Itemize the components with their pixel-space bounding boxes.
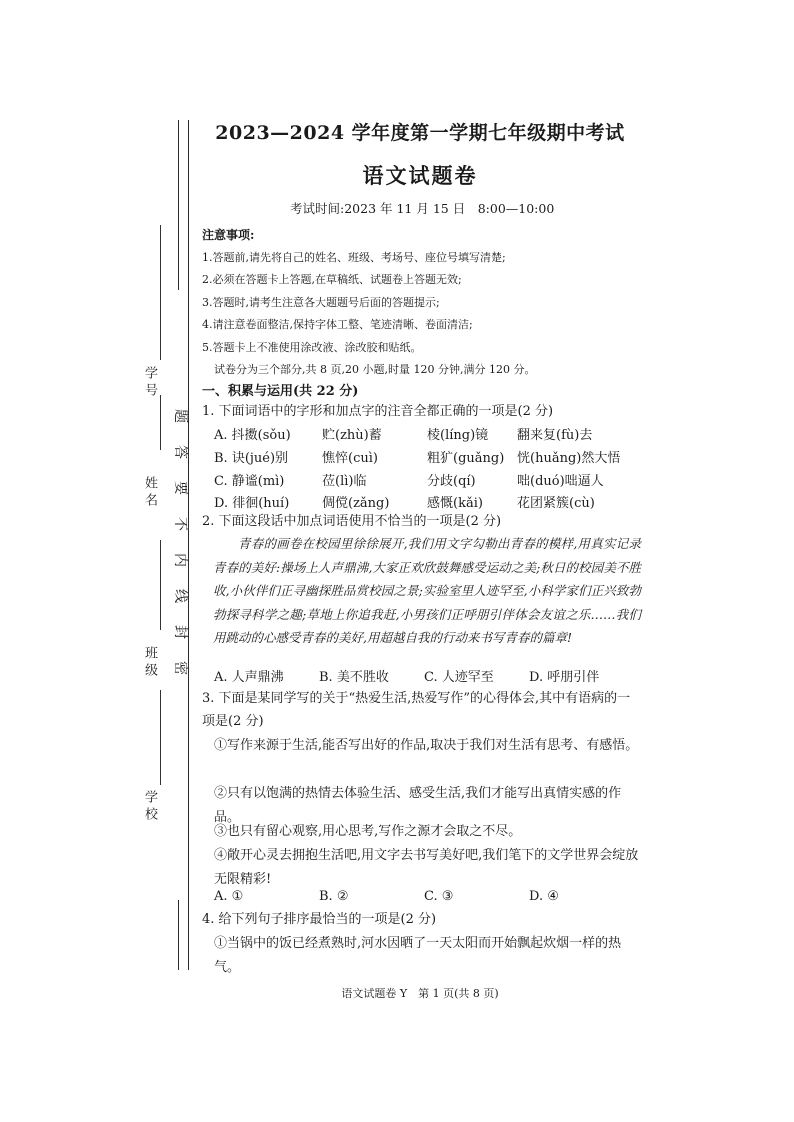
exam-subtitle: 语文试题卷 (362, 163, 478, 188)
option-word: 恍(huǎng)然大悟 (517, 450, 621, 466)
question-3-sentence: ③也只有留心观察,用心思考,写作之源才会取之不尽。 (214, 824, 522, 839)
exam-title: 2023—2024 学年度第一学期七年级期中考试 (215, 122, 625, 144)
seal-line-notice (168, 398, 192, 686)
option-word: 感慨(kǎi) (427, 496, 483, 512)
option: D. 呼朋引伴 (529, 670, 600, 685)
seal-char: 答 (172, 445, 188, 459)
option: B. ② (319, 889, 349, 904)
option-word: 咄(duó)咄逼人 (517, 473, 604, 489)
question-2-stem: 2. 下面这段话中加点词语使用不恰当的一项是(2 分) (202, 514, 502, 529)
option: A. 人声鼎沸 (214, 670, 284, 685)
option-word: 莅(lì)临 (322, 473, 367, 489)
notes-item: 2.必须在答题卡上答题,在草稿纸、试题卷上答题无效; (202, 273, 462, 286)
option-row-b (214, 448, 634, 471)
binding-line-inner-lower (178, 900, 179, 970)
notes-item: 3.答题时,请考生注意各大题题号后面的答题提示; (202, 295, 440, 309)
question-1-stem: 1. 下面词语中的字形和加点字的注音全都正确的一项是(2 分) (202, 404, 554, 419)
option: C. ③ (424, 889, 454, 904)
option-word: 贮(zhù)蓄 (322, 428, 382, 443)
option-row-c (214, 471, 634, 494)
exam-time: 考试时间:2023 年 11 月 15 日 8:00—10:00 (290, 201, 555, 216)
question-3-sentence: ④敞开心灵去拥抱生活吧,用文字去书写美好吧,我们笔下的文学世界会绽放无限精彩! (214, 848, 639, 887)
class-field-line (160, 540, 161, 630)
binding-line-inner (178, 120, 179, 290)
option-word: B. 诀(jué)别 (214, 450, 289, 466)
option-word: A. 抖擞(sǒu) (214, 428, 291, 443)
name-field-line (160, 395, 161, 450)
section-heading: 一、积累与运用(共 22 分) (202, 384, 359, 399)
option-word: 粗犷(guǎng) (427, 450, 505, 466)
notes-block (202, 224, 642, 382)
question-3-stem: 3. 下面是某同学写的关于“热爱生活,热爱写作”的心得体会,其中有语病的一项是(2 分) (202, 691, 631, 729)
page-footer: 语文试题卷 Y 第 1 页(共 8 页) (341, 987, 499, 1000)
option: A. ① (214, 889, 244, 904)
school-label: 学校 (142, 790, 157, 824)
student-id-field-line (160, 225, 161, 360)
question-1-options (214, 425, 634, 516)
question-2-passage: 青春的画卷在校园里徐徐展开,我们用文字勾勒出青春的模样,用真实记录青春的美好:操场上人声鼎沸,大家正欢欣鼓舞感受运动之美;秋日的校园美不胜收,小伙伴们正寻幽探胜品赏校园之景;实验室里人迹罕至,小科学家们正兴致勃勃探寻科学之趣;草地上你追我赶,小男孩们正呼朋引伴体会友谊之乐……我们用跳动的心感受青春的美好,用超越自我的行动来书写青春的篇章! (213, 536, 641, 645)
option-word: C. 静谧(mì) (214, 473, 285, 489)
option-word: 倜傥(zǎng) (322, 496, 390, 512)
seal-char: 题 (172, 409, 188, 423)
option-word: 棱(líng)镜 (427, 428, 489, 443)
notes-item: 1.答题前,请先将自己的姓名、班级、考场号、座位号填写清楚; (202, 250, 506, 264)
seal-char: 密 (172, 661, 188, 675)
seal-char: 内 (172, 553, 188, 567)
school-field-line (160, 690, 161, 785)
notes-heading: 注意事项: (202, 228, 255, 242)
question-4-sentence: ①当锅中的饭已经煮熟时,河水因晒了一天太阳而开始飘起炊烟一样的热气。 (214, 936, 622, 975)
option-word: 翻来复(fù)去 (517, 428, 593, 443)
option: D. ④ (529, 889, 559, 904)
option-word: 分歧(qí) (427, 473, 476, 489)
seal-char: 封 (172, 625, 188, 639)
option-row-a (214, 425, 634, 448)
question-3-sentence: ①写作来源于生活,能否写出好的作品,取决于我们对生活有思考、有感悟。 (214, 738, 639, 753)
notes-item: 5.答题卡上不准使用涂改液、涂改胶和贴纸。 (202, 340, 422, 354)
option: C. 人迹罕至 (424, 670, 494, 685)
notes-item: 4.请注意卷面整洁,保持字体工整、笔迹清晰、卷面清洁; (202, 318, 473, 331)
question-3-options (214, 889, 634, 904)
seal-char: 不 (172, 517, 188, 531)
option-word: 憔悴(cuì) (322, 450, 378, 466)
seal-char: 要 (172, 481, 188, 495)
question-3-sentence: ②只有以饱满的热情去体验生活、感受生活,我们才能写出真情实感的作品。 (214, 786, 622, 825)
notes-summary: 试卷分为三个部分,共 8 页,20 小题,时量 120 分钟,满分 120 分。 (214, 363, 536, 376)
question-2-options (214, 666, 634, 685)
seal-char: 线 (172, 589, 188, 603)
class-label: 班级 (142, 646, 157, 680)
student-id-label: 学号 (142, 366, 157, 400)
option-word: D. 徘徊(huí) (214, 496, 290, 512)
option-word: 花团紧簇(cù) (517, 496, 595, 512)
name-label: 姓名 (142, 476, 157, 510)
option: B. 美不胜收 (319, 670, 389, 685)
question-4-stem: 4. 给下列句子排序最恰当的一项是(2 分) (202, 912, 437, 927)
